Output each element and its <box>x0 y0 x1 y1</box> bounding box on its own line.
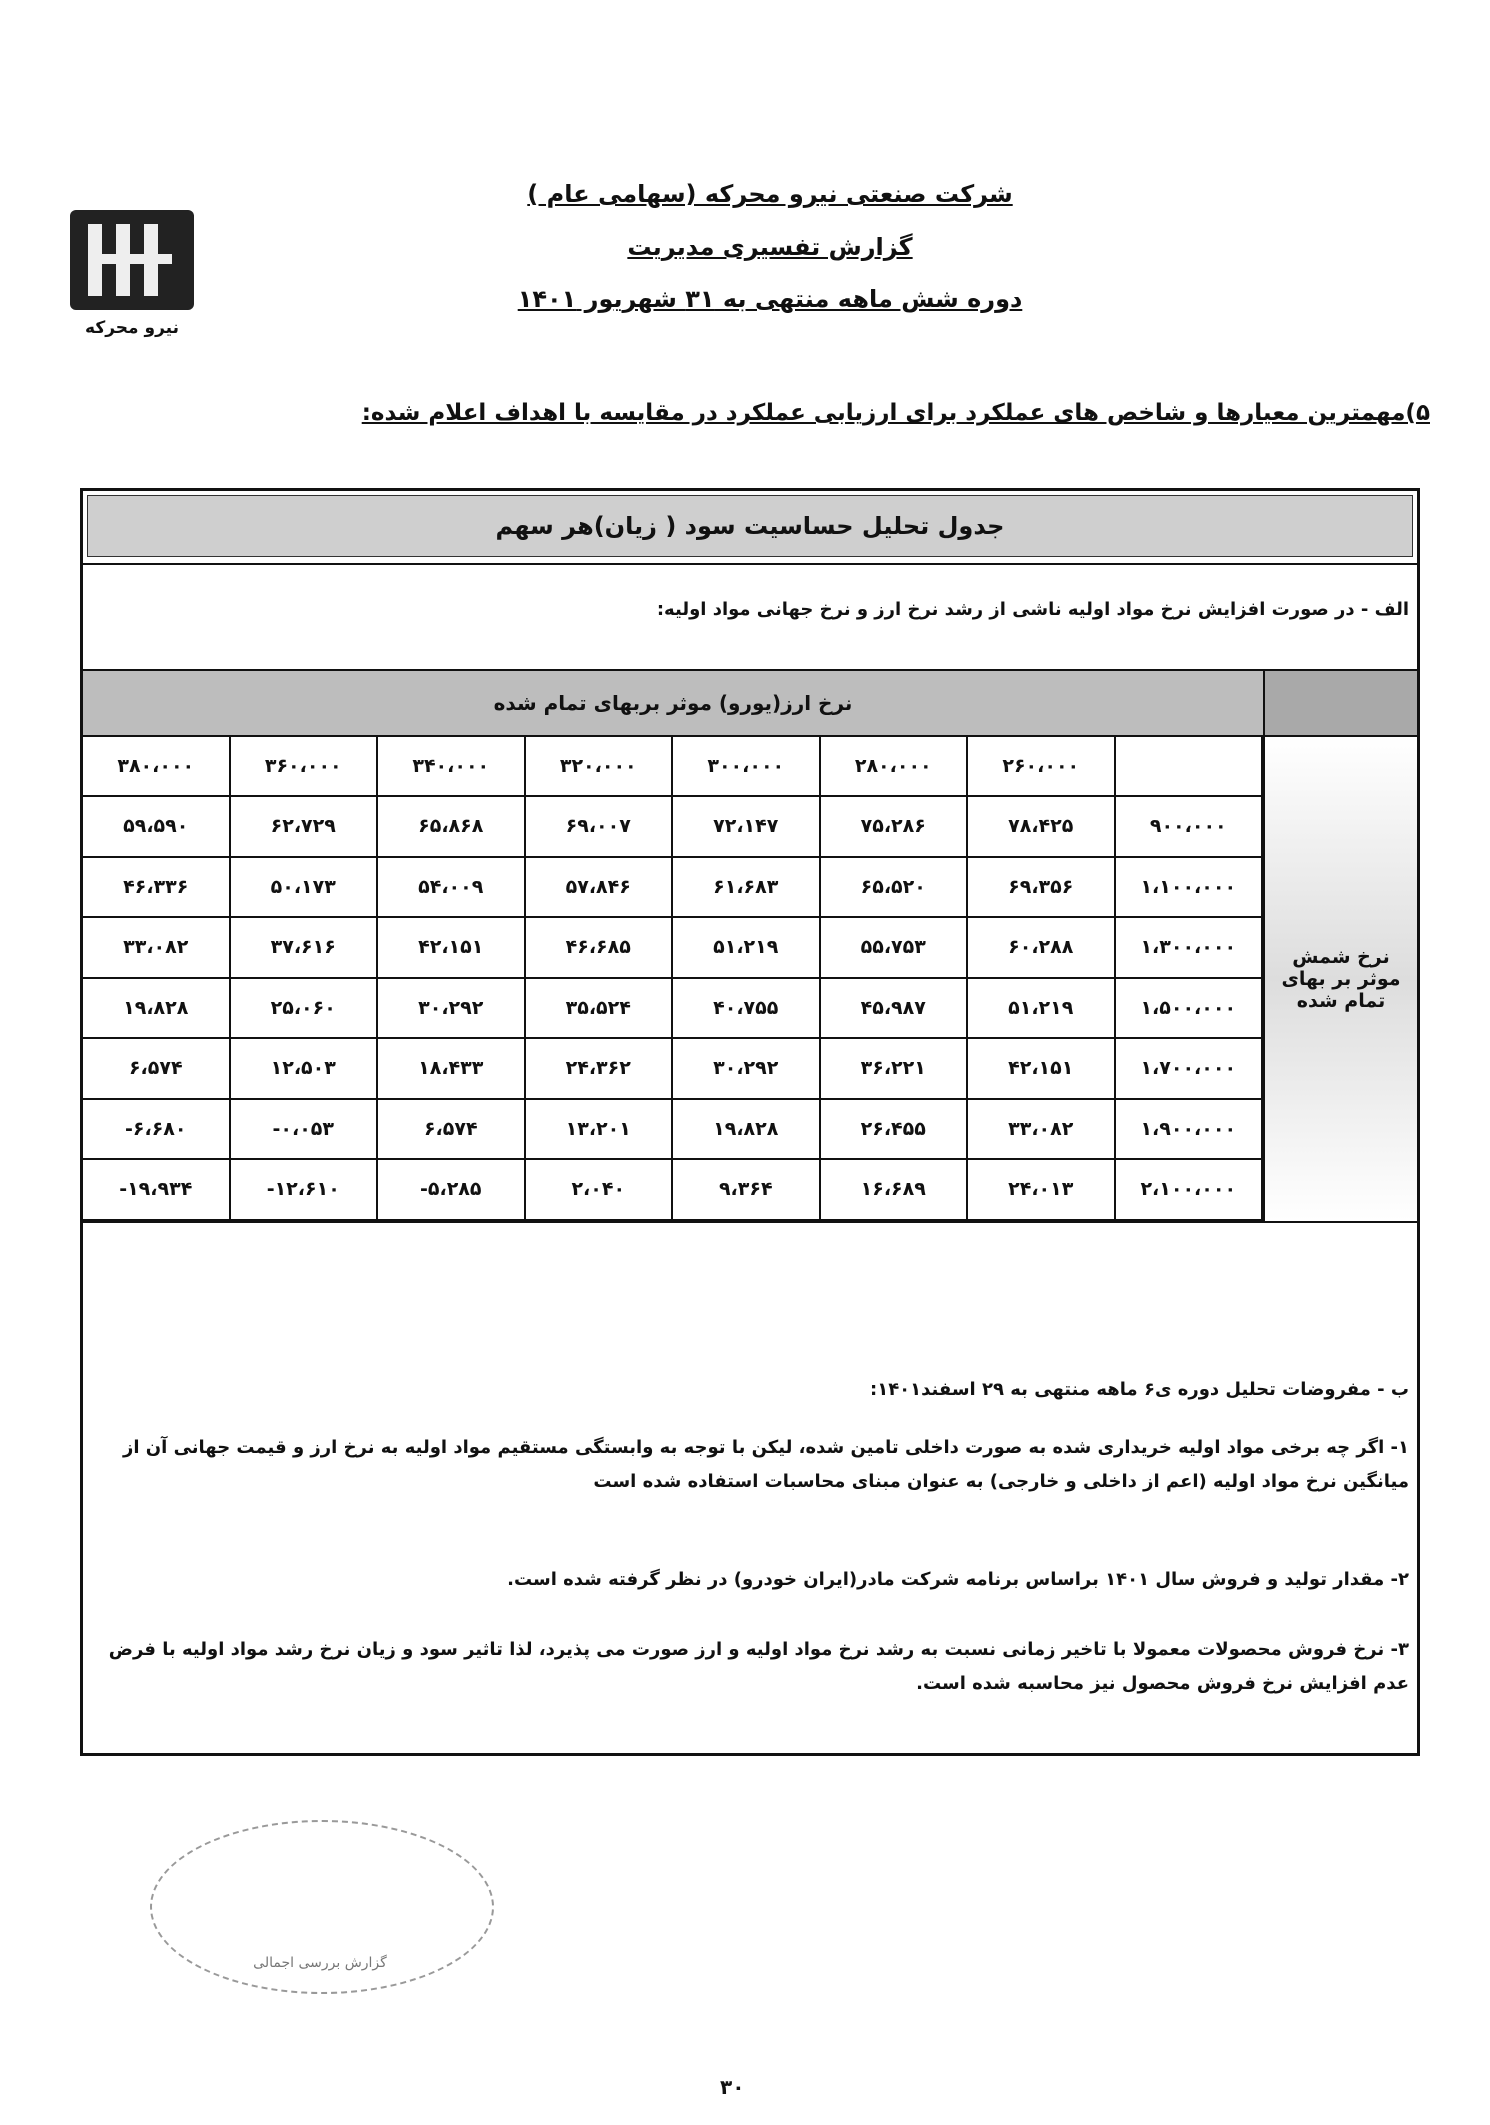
table-cell: ۲،۰۴۰ <box>526 1160 674 1221</box>
row-label: ۲،۱۰۰،۰۰۰ <box>1116 1160 1264 1221</box>
table-title: جدول تحلیل حساسیت سود ( زیان)هر سهم <box>87 495 1413 557</box>
logo-mark <box>70 210 194 310</box>
table-cell: ۱۹،۸۲۸ <box>83 979 231 1040</box>
table-cell: ۵۷،۸۴۶ <box>526 858 674 919</box>
column-header: ۳۰۰،۰۰۰ <box>673 737 821 797</box>
table-cell: ۵۱،۲۱۹ <box>673 918 821 979</box>
table-cell: ۷۵،۲۸۶ <box>821 797 969 858</box>
table-cell: ۱۶،۶۸۹ <box>821 1160 969 1221</box>
section-title: ۵)مهمترین معیارها و شاخص های عملکرد برای ارزیابی عملکرد در مقایسه با اهداف اعلام شده: <box>361 400 1430 426</box>
table-cell: ۱۸،۴۳۳ <box>378 1039 526 1100</box>
corner-cell <box>1263 671 1417 737</box>
table-cell: ۲۴،۰۱۳ <box>968 1160 1116 1221</box>
divider <box>83 563 1417 565</box>
table-cell: ۳۳،۰۸۲ <box>83 918 231 979</box>
assumption-2: ۲- مقدار تولید و فروش سال ۱۴۰۱ براساس برنامه شرکت مادر(ایران خودرو) در نظر گرفته شده است. <box>507 1569 1409 1590</box>
table-cell: -۱۹،۹۳۴ <box>83 1160 231 1221</box>
table-cell: ۶،۵۷۴ <box>378 1100 526 1161</box>
assumption-3: ۳- نرخ فروش محصولات معمولا با تاخیر زمانی نسبت به رشد نرخ مواد اولیه و ارز صورت می پذیرد، لذا تاثیر سود و زیان نرخ رشد مواد اولیه با فرض عدم افزایش نرخ فروش محصول نیز محاسبه شده است. <box>108 1639 1409 1694</box>
table-cell: ۶۹،۳۵۶ <box>968 858 1116 919</box>
table-cell: ۶۰،۲۸۸ <box>968 918 1116 979</box>
table-cell: ۷۸،۴۲۵ <box>968 797 1116 858</box>
table-cell: ۱۹،۸۲۸ <box>673 1100 821 1161</box>
assumption-1: ۱- اگر چه برخی مواد اولیه خریداری شده به صورت داخلی تامین شده، لیکن با توجه به وابستگی مستقیم مواد اولیه به نرخ ارز و قیمت جهانی آن از میانگین نرخ مواد اولیه (اعم از داخلی و خارجی) به عنوان مبنای محاسبات استفاده شده است <box>122 1437 1409 1492</box>
row-label: ۱،۹۰۰،۰۰۰ <box>1116 1100 1264 1161</box>
table-cell: ۶،۵۷۴ <box>83 1039 231 1100</box>
row-label: ۱،۵۰۰،۰۰۰ <box>1116 979 1264 1040</box>
row-label: ۹۰۰،۰۰۰ <box>1116 797 1264 858</box>
column-header: ۲۶۰،۰۰۰ <box>968 737 1116 797</box>
report-title: گزارش تفسیری مدیریت <box>627 233 913 261</box>
table-cell: -۰،۰۵۳ <box>231 1100 379 1161</box>
scenario-a-text: الف - در صورت افزایش نرخ مواد اولیه ناشی از رشد نرخ ارز و نرخ جهانی مواد اولیه: <box>656 599 1409 620</box>
table-cell: ۴۲،۱۵۱ <box>378 918 526 979</box>
company-logo <box>70 210 200 340</box>
table-cell: ۳۷،۶۱۶ <box>231 918 379 979</box>
table-cell: ۶۹،۰۰۷ <box>526 797 674 858</box>
table-cell: ۵۹،۵۹۰ <box>83 797 231 858</box>
column-group-header: نرخ ارز(یورو) موثر بربهای تمام شده <box>83 671 1263 737</box>
row-label: ۱،۳۰۰،۰۰۰ <box>1116 918 1264 979</box>
table-cell: ۶۱،۶۸۳ <box>673 858 821 919</box>
divider <box>83 1221 1417 1223</box>
column-header-empty <box>1116 737 1264 797</box>
table-cell: ۲۴،۳۶۲ <box>526 1039 674 1100</box>
table-cell: ۵۰،۱۷۳ <box>231 858 379 919</box>
stamp-text: گزارش بررسی اجمالی <box>253 1955 387 1971</box>
table-cell: ۳۰،۲۹۲ <box>378 979 526 1040</box>
table-cell: ۴۶،۳۳۶ <box>83 858 231 919</box>
table-cell: -۶،۶۸۰ <box>83 1100 231 1161</box>
table-cell: ۶۵،۵۲۰ <box>821 858 969 919</box>
sensitivity-frame <box>80 488 1420 1756</box>
column-header: ۳۸۰،۰۰۰ <box>83 737 231 797</box>
column-header: ۲۸۰،۰۰۰ <box>821 737 969 797</box>
row-group-header: نرخ شمش موثر بر بهای تمام شده <box>1263 737 1417 1221</box>
table-cell: ۹،۳۶۴ <box>673 1160 821 1221</box>
logo-text: نیرو محرکه <box>85 318 179 338</box>
table-cell: ۳۵،۵۲۴ <box>526 979 674 1040</box>
column-header: ۳۲۰،۰۰۰ <box>526 737 674 797</box>
table-cell: ۳۶،۲۲۱ <box>821 1039 969 1100</box>
table-cell: ۵۴،۰۰۹ <box>378 858 526 919</box>
table-cell: ۵۵،۷۵۳ <box>821 918 969 979</box>
table-cell: -۱۲،۶۱۰ <box>231 1160 379 1221</box>
table-cell: ۳۳،۰۸۲ <box>968 1100 1116 1161</box>
column-header: ۳۶۰،۰۰۰ <box>231 737 379 797</box>
page-number: ۳۰ <box>720 2075 745 2099</box>
table-cell: ۷۲،۱۴۷ <box>673 797 821 858</box>
table-cell: ۶۵،۸۶۸ <box>378 797 526 858</box>
table-cell: ۲۵،۰۶۰ <box>231 979 379 1040</box>
table-cell: ۵۱،۲۱۹ <box>968 979 1116 1040</box>
table-cell: ۱۲،۵۰۳ <box>231 1039 379 1100</box>
company-name: شرکت صنعتی نیرو محرکه (سهامی عام ) <box>527 180 1013 208</box>
column-header: ۳۴۰،۰۰۰ <box>378 737 526 797</box>
table-cell: ۶۲،۷۲۹ <box>231 797 379 858</box>
table-cell: ۴۵،۹۸۷ <box>821 979 969 1040</box>
table-cell: ۴۶،۶۸۵ <box>526 918 674 979</box>
table-cell: ۱۳،۲۰۱ <box>526 1100 674 1161</box>
table-cell: ۳۰،۲۹۲ <box>673 1039 821 1100</box>
report-period: دوره شش ماهه منتهی به ۳۱ شهریور ۱۴۰۱ <box>517 285 1023 313</box>
table-cell: -۵،۲۸۵ <box>378 1160 526 1221</box>
table-cell: ۴۰،۷۵۵ <box>673 979 821 1040</box>
assumptions-title: ب - مفروضات تحلیل دوره ی۶ ماهه منتهی به ۲۹ اسفند۱۴۰۱: <box>870 1379 1409 1400</box>
sensitivity-table <box>83 671 1417 1221</box>
row-label: ۱،۷۰۰،۰۰۰ <box>1116 1039 1264 1100</box>
table-cell: ۴۲،۱۵۱ <box>968 1039 1116 1100</box>
row-label: ۱،۱۰۰،۰۰۰ <box>1116 858 1264 919</box>
table-cell: ۲۶،۴۵۵ <box>821 1100 969 1161</box>
